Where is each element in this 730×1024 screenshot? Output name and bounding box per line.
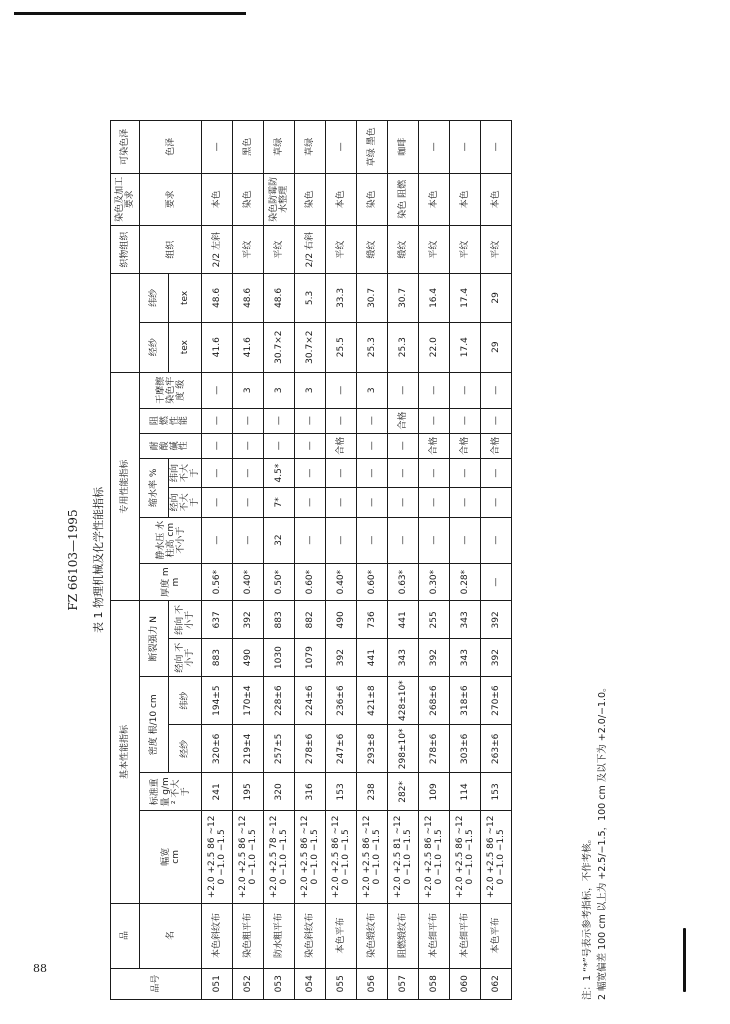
cell-str-weft: 882: [295, 601, 326, 639]
cell-dye: 染色防霉防水整理: [264, 173, 295, 225]
cell-weave: 2/2 右斜: [295, 226, 326, 274]
cell-weft-tex: 30.7: [357, 274, 388, 322]
cell-shr-warp: —: [326, 488, 357, 517]
header-dye-group: 染色及加工要求: [111, 173, 140, 225]
cell-thick: —: [481, 563, 512, 601]
cell-flame: —: [233, 408, 264, 433]
cell-weight: 153: [481, 773, 512, 811]
cell-warp-tex: 25.3: [357, 322, 388, 372]
header-thickness: 厚度 mm: [140, 563, 202, 601]
header-strength: 断裂强力 N: [140, 601, 169, 677]
cell-shr-weft: 4.5*: [264, 458, 295, 487]
cell-shr-warp: —: [295, 488, 326, 517]
cell-acid: —: [233, 433, 264, 458]
cell-flame: —: [357, 408, 388, 433]
header-weave-group: 织物组织: [111, 226, 140, 274]
table-row: [419, 121, 450, 1000]
cell-den-warp: 263±6: [481, 725, 512, 773]
cell-thick: 0.50*: [264, 563, 295, 601]
cell-str-weft: 255: [419, 601, 450, 639]
cell-flame: —: [264, 408, 295, 433]
cell-weft-tex: 48.6: [233, 274, 264, 322]
cell-str-warp: 392: [481, 639, 512, 677]
cell-den-warp: 303±6: [450, 725, 481, 773]
cell-colour: 草绿: [295, 121, 326, 174]
cell-flame: —: [450, 408, 481, 433]
cell-water: —: [295, 517, 326, 563]
header-warp-tex: tex: [169, 322, 202, 372]
cell-weft-tex: 48.6: [264, 274, 295, 322]
cell-thick: 0.60*: [295, 563, 326, 601]
cell-no: 060: [450, 968, 481, 999]
cell-warp-tex: 30.7×2: [295, 322, 326, 372]
cell-shr-weft: —: [357, 458, 388, 487]
header-density: 密度 根/10 cm: [140, 677, 169, 773]
cell-colour: —: [419, 121, 450, 174]
table-row: [450, 121, 481, 1000]
cell-flame: —: [202, 408, 233, 433]
cell-den-warp: 247±6: [326, 725, 357, 773]
cell-den-warp: 278±6: [419, 725, 450, 773]
cell-weave: 平纹: [481, 226, 512, 274]
cell-acid: —: [202, 433, 233, 458]
cell-acid: —: [388, 433, 419, 458]
cell-width: +2.0 +2.5 86 ~120 −1.0 −1.5: [450, 811, 481, 903]
cell-den-weft: 318±6: [450, 677, 481, 725]
header-warp-yarn: 经纱: [140, 322, 169, 372]
cell-shr-weft: —: [450, 458, 481, 487]
cell-flame: 合格: [388, 408, 419, 433]
cell-width: +2.0 +2.5 86 ~120 −1.0 −1.5: [419, 811, 450, 903]
cell-dye: 染色: [295, 173, 326, 225]
cell-dye: 本色: [419, 173, 450, 225]
header-flame-text: 阻燃性能: [150, 416, 190, 426]
cell-no: 062: [481, 968, 512, 999]
cell-weave: 平纹: [233, 226, 264, 274]
cell-shr-weft: —: [233, 458, 264, 487]
cell-weave: 平纹: [264, 226, 295, 274]
cell-shr-weft: —: [202, 458, 233, 487]
cell-shr-weft: —: [295, 458, 326, 487]
cell-colour: 草绿 墨色: [357, 121, 388, 174]
header-acid-alkali: [140, 433, 202, 458]
header-weft-tex: tex: [169, 274, 202, 322]
cell-rub: —: [450, 372, 481, 408]
cell-dye: 本色: [450, 173, 481, 225]
cell-den-weft: 270±6: [481, 677, 512, 725]
cell-weight: 238: [357, 773, 388, 811]
cell-colour: —: [450, 121, 481, 174]
cell-weight: 241: [202, 773, 233, 811]
cell-warp-tex: 25.3: [388, 322, 419, 372]
cell-dye: 本色: [326, 173, 357, 225]
cell-name: 本色平布: [326, 903, 357, 968]
cell-water: —: [388, 517, 419, 563]
note-2: 2 幅宽偏差 100 cm 以上为 +2.5/−1.5，100 cm 及以下为 +2.0/−1.0。: [597, 682, 609, 1000]
header-colour-group: 可染色泽: [111, 121, 140, 174]
cell-water: —: [202, 517, 233, 563]
cell-name: 染色缎纹布: [357, 903, 388, 968]
table-row: [388, 121, 419, 1000]
cell-acid: 合格: [481, 433, 512, 458]
cell-weave: 缎纹: [357, 226, 388, 274]
cell-thick: 0.28*: [450, 563, 481, 601]
cell-flame: —: [419, 408, 450, 433]
cell-den-warp: 257±5: [264, 725, 295, 773]
cell-rub: —: [419, 372, 450, 408]
cell-den-weft: 228±6: [264, 677, 295, 725]
cell-shr-warp: —: [450, 488, 481, 517]
cell-str-weft: 441: [388, 601, 419, 639]
cell-str-warp: 343: [388, 639, 419, 677]
cell-name: 本色细平布: [450, 903, 481, 968]
cell-weight: 195: [233, 773, 264, 811]
cell-flame: —: [295, 408, 326, 433]
cell-acid: 合格: [450, 433, 481, 458]
header-name-group: 品: [111, 903, 140, 968]
cell-str-weft: 637: [202, 601, 233, 639]
cell-den-weft: 224±6: [295, 677, 326, 725]
header-strength-warp: 经向 不小于: [169, 639, 202, 677]
cell-den-weft: 236±6: [326, 677, 357, 725]
cell-no: 053: [264, 968, 295, 999]
cell-name: 染色粗平布: [233, 903, 264, 968]
cell-str-warp: 343: [450, 639, 481, 677]
cell-rub: —: [326, 372, 357, 408]
cell-str-warp: 1030: [264, 639, 295, 677]
table-row: [295, 121, 326, 1000]
cell-thick: 0.63*: [388, 563, 419, 601]
header-rub-fastness: 干摩擦染色牢度 级: [140, 372, 202, 408]
cell-weave: 平纹: [450, 226, 481, 274]
header-strength-weft: 纬向 不小于: [169, 601, 202, 639]
cell-str-weft: 343: [450, 601, 481, 639]
cell-no: 055: [326, 968, 357, 999]
header-weave-sub: 组织: [140, 226, 202, 274]
cell-weft-tex: 30.7: [388, 274, 419, 322]
cell-weft-tex: 16.4: [419, 274, 450, 322]
cell-width: +2.0 +2.5 86 ~120 −1.0 −1.5: [202, 811, 233, 903]
cell-water: 32: [264, 517, 295, 563]
table-title: 表 1 物理机械及化学性能指标: [92, 487, 105, 633]
header-weight: 标准重量 g/m² 不大于: [140, 773, 202, 811]
cell-acid: 合格: [419, 433, 450, 458]
cell-width: +2.0 +2.5 86 ~120 −1.0 −1.5: [357, 811, 388, 903]
cell-shr-warp: —: [202, 488, 233, 517]
header-water-pressure: 静水压 水柱高 cm 不小于: [140, 517, 202, 563]
cell-weight: 282*: [388, 773, 419, 811]
header-shrink-warp: 经向 不大于: [169, 488, 202, 517]
scan-edge-mark: [683, 928, 686, 992]
cell-shr-warp: 7*: [264, 488, 295, 517]
table-row: [202, 121, 233, 1000]
cell-shr-weft: —: [326, 458, 357, 487]
cell-width: +2.0 +2.5 81 ~120 −1.0 −1.5: [388, 811, 419, 903]
cell-name: 本色平布: [481, 903, 512, 968]
cell-warp-tex: 22.0: [419, 322, 450, 372]
cell-no: 056: [357, 968, 388, 999]
cell-shr-warp: —: [233, 488, 264, 517]
cell-weave: 平纹: [326, 226, 357, 274]
cell-weave: 2/2 左斜: [202, 226, 233, 274]
cell-str-weft: 883: [264, 601, 295, 639]
table-row: [264, 121, 295, 1000]
table-row: [233, 121, 264, 1000]
cell-weight: 316: [295, 773, 326, 811]
cell-str-warp: 392: [326, 639, 357, 677]
scan-edge-bar: [14, 12, 246, 15]
cell-weft-tex: 5.3: [295, 274, 326, 322]
cell-str-warp: 490: [233, 639, 264, 677]
cell-weft-tex: 29: [481, 274, 512, 322]
cell-weight: 109: [419, 773, 450, 811]
cell-rub: 3: [295, 372, 326, 408]
cell-acid: —: [295, 433, 326, 458]
header-width-label: 幅宽: [160, 847, 171, 866]
cell-str-warp: 883: [202, 639, 233, 677]
cell-name: 阻燃缎纹布: [388, 903, 419, 968]
cell-shr-warp: —: [357, 488, 388, 517]
header-shrink-weft: 纬向 不大于: [169, 458, 202, 487]
header-row-1: [111, 121, 140, 1000]
table-notes: [580, 120, 610, 1000]
page-number: 88: [33, 962, 47, 975]
cell-str-weft: 490: [326, 601, 357, 639]
cell-water: —: [481, 517, 512, 563]
cell-rub: 3: [264, 372, 295, 408]
cell-rub: —: [481, 372, 512, 408]
cell-rub: —: [388, 372, 419, 408]
cell-str-warp: 441: [357, 639, 388, 677]
cell-warp-tex: 17.4: [450, 322, 481, 372]
cell-name: 本色细平布: [419, 903, 450, 968]
header-basic-index: 基本性能指标: [111, 601, 140, 903]
cell-flame: —: [326, 408, 357, 433]
cell-thick: 0.56*: [202, 563, 233, 601]
table-row: [481, 121, 512, 1000]
cell-flame: —: [481, 408, 512, 433]
cell-width: +2.0 +2.5 86 ~120 −1.0 −1.5: [481, 811, 512, 903]
cell-no: 058: [419, 968, 450, 999]
cell-thick: 0.30*: [419, 563, 450, 601]
header-special-index: 专用性能指标: [111, 372, 140, 601]
header-width: [140, 811, 202, 903]
cell-warp-tex: 29: [481, 322, 512, 372]
cell-acid: 合格: [326, 433, 357, 458]
cell-colour: 咖啡: [388, 121, 419, 174]
cell-shr-weft: —: [388, 458, 419, 487]
cell-dye: 染色 阻燃: [388, 173, 419, 225]
cell-weight: 153: [326, 773, 357, 811]
cell-no: 052: [233, 968, 264, 999]
cell-dye: 染色: [357, 173, 388, 225]
cell-no: 051: [202, 968, 233, 999]
header-weft-yarn: 纬纱: [140, 274, 169, 322]
cell-shr-weft: —: [481, 458, 512, 487]
cell-weave: 平纹: [419, 226, 450, 274]
cell-dye: 本色: [481, 173, 512, 225]
table-row: [326, 121, 357, 1000]
cell-colour: 黑色: [233, 121, 264, 174]
header-item-no: 品号: [111, 968, 202, 999]
cell-den-weft: 268±6: [419, 677, 450, 725]
cell-den-weft: 194±5: [202, 677, 233, 725]
table-body: [202, 121, 512, 1000]
cell-width: +2.0 +2.5 86 ~120 −1.0 −1.5: [233, 811, 264, 903]
cell-colour: 草绿: [264, 121, 295, 174]
cell-warp-tex: 30.7×2: [264, 322, 295, 372]
cell-thick: 0.40*: [233, 563, 264, 601]
header-yarn-group: [111, 274, 140, 373]
header-name-sub: 名: [140, 903, 202, 968]
cell-str-weft: 392: [233, 601, 264, 639]
cell-dye: 染色: [233, 173, 264, 225]
cell-str-weft: 736: [357, 601, 388, 639]
cell-acid: —: [357, 433, 388, 458]
cell-shr-warp: —: [419, 488, 450, 517]
header-width-unit: cm: [170, 850, 181, 864]
cell-weight: 114: [450, 773, 481, 811]
cell-name: 本色斜纹布: [202, 903, 233, 968]
cell-shr-weft: —: [419, 458, 450, 487]
cell-den-warp: 293±8: [357, 725, 388, 773]
cell-thick: 0.40*: [326, 563, 357, 601]
cell-weave: 缎纹: [388, 226, 419, 274]
cell-water: —: [326, 517, 357, 563]
cell-str-warp: 1079: [295, 639, 326, 677]
cell-den-weft: 428±10*: [388, 677, 419, 725]
cell-den-warp: 320±6: [202, 725, 233, 773]
cell-den-warp: 219±4: [233, 725, 264, 773]
cell-str-weft: 392: [481, 601, 512, 639]
header-dye-sub: 要求: [140, 173, 202, 225]
cell-no: 057: [388, 968, 419, 999]
header-colour-sub: 色泽: [140, 121, 202, 174]
cell-shr-warp: —: [481, 488, 512, 517]
standard-number: FZ 66103—1995: [66, 509, 80, 611]
cell-rub: 3: [233, 372, 264, 408]
cell-den-warp: 298±10*: [388, 725, 419, 773]
cell-dye: 本色: [202, 173, 233, 225]
header-shrink: 缩水率 %: [140, 458, 169, 517]
cell-thick: 0.60*: [357, 563, 388, 601]
cell-rub: 3: [357, 372, 388, 408]
cell-width: +2.0 +2.5 86 ~120 −1.0 −1.5: [326, 811, 357, 903]
header-acid-alkali-text: 耐酸碱性: [150, 441, 190, 451]
cell-rub: —: [202, 372, 233, 408]
cell-no: 054: [295, 968, 326, 999]
cell-den-weft: 170±4: [233, 677, 264, 725]
cell-water: —: [233, 517, 264, 563]
cell-water: —: [419, 517, 450, 563]
cell-warp-tex: 41.6: [233, 322, 264, 372]
cell-warp-tex: 41.6: [202, 322, 233, 372]
cell-width: +2.0 +2.5 78 ~120 −1.0 −1.5: [264, 811, 295, 903]
cell-name: 染色斜纹布: [295, 903, 326, 968]
cell-shr-warp: —: [388, 488, 419, 517]
header-density-warp: 经纱: [169, 725, 202, 773]
cell-weight: 320: [264, 773, 295, 811]
cell-water: —: [450, 517, 481, 563]
cell-acid: —: [264, 433, 295, 458]
rotated-table-block: [66, 120, 628, 1000]
cell-width: +2.0 +2.5 86 ~120 −1.0 −1.5: [295, 811, 326, 903]
cell-den-weft: 421±8: [357, 677, 388, 725]
cell-str-warp: 392: [419, 639, 450, 677]
cell-weft-tex: 17.4: [450, 274, 481, 322]
cell-colour: —: [326, 121, 357, 174]
cell-colour: —: [202, 121, 233, 174]
cell-water: —: [357, 517, 388, 563]
cell-colour: —: [481, 121, 512, 174]
cell-weft-tex: 33.3: [326, 274, 357, 322]
cell-warp-tex: 25.5: [326, 322, 357, 372]
cell-name: 防水粗平布: [264, 903, 295, 968]
cell-weft-tex: 48.6: [202, 274, 233, 322]
header-flame: [140, 408, 202, 433]
performance-table: [110, 120, 512, 1000]
header-density-weft: 纬纱: [169, 677, 202, 725]
table-row: [357, 121, 388, 1000]
cell-den-warp: 278±6: [295, 725, 326, 773]
note-1: 注：1 “*”号表示参考指标，不作考核。: [582, 833, 593, 1000]
